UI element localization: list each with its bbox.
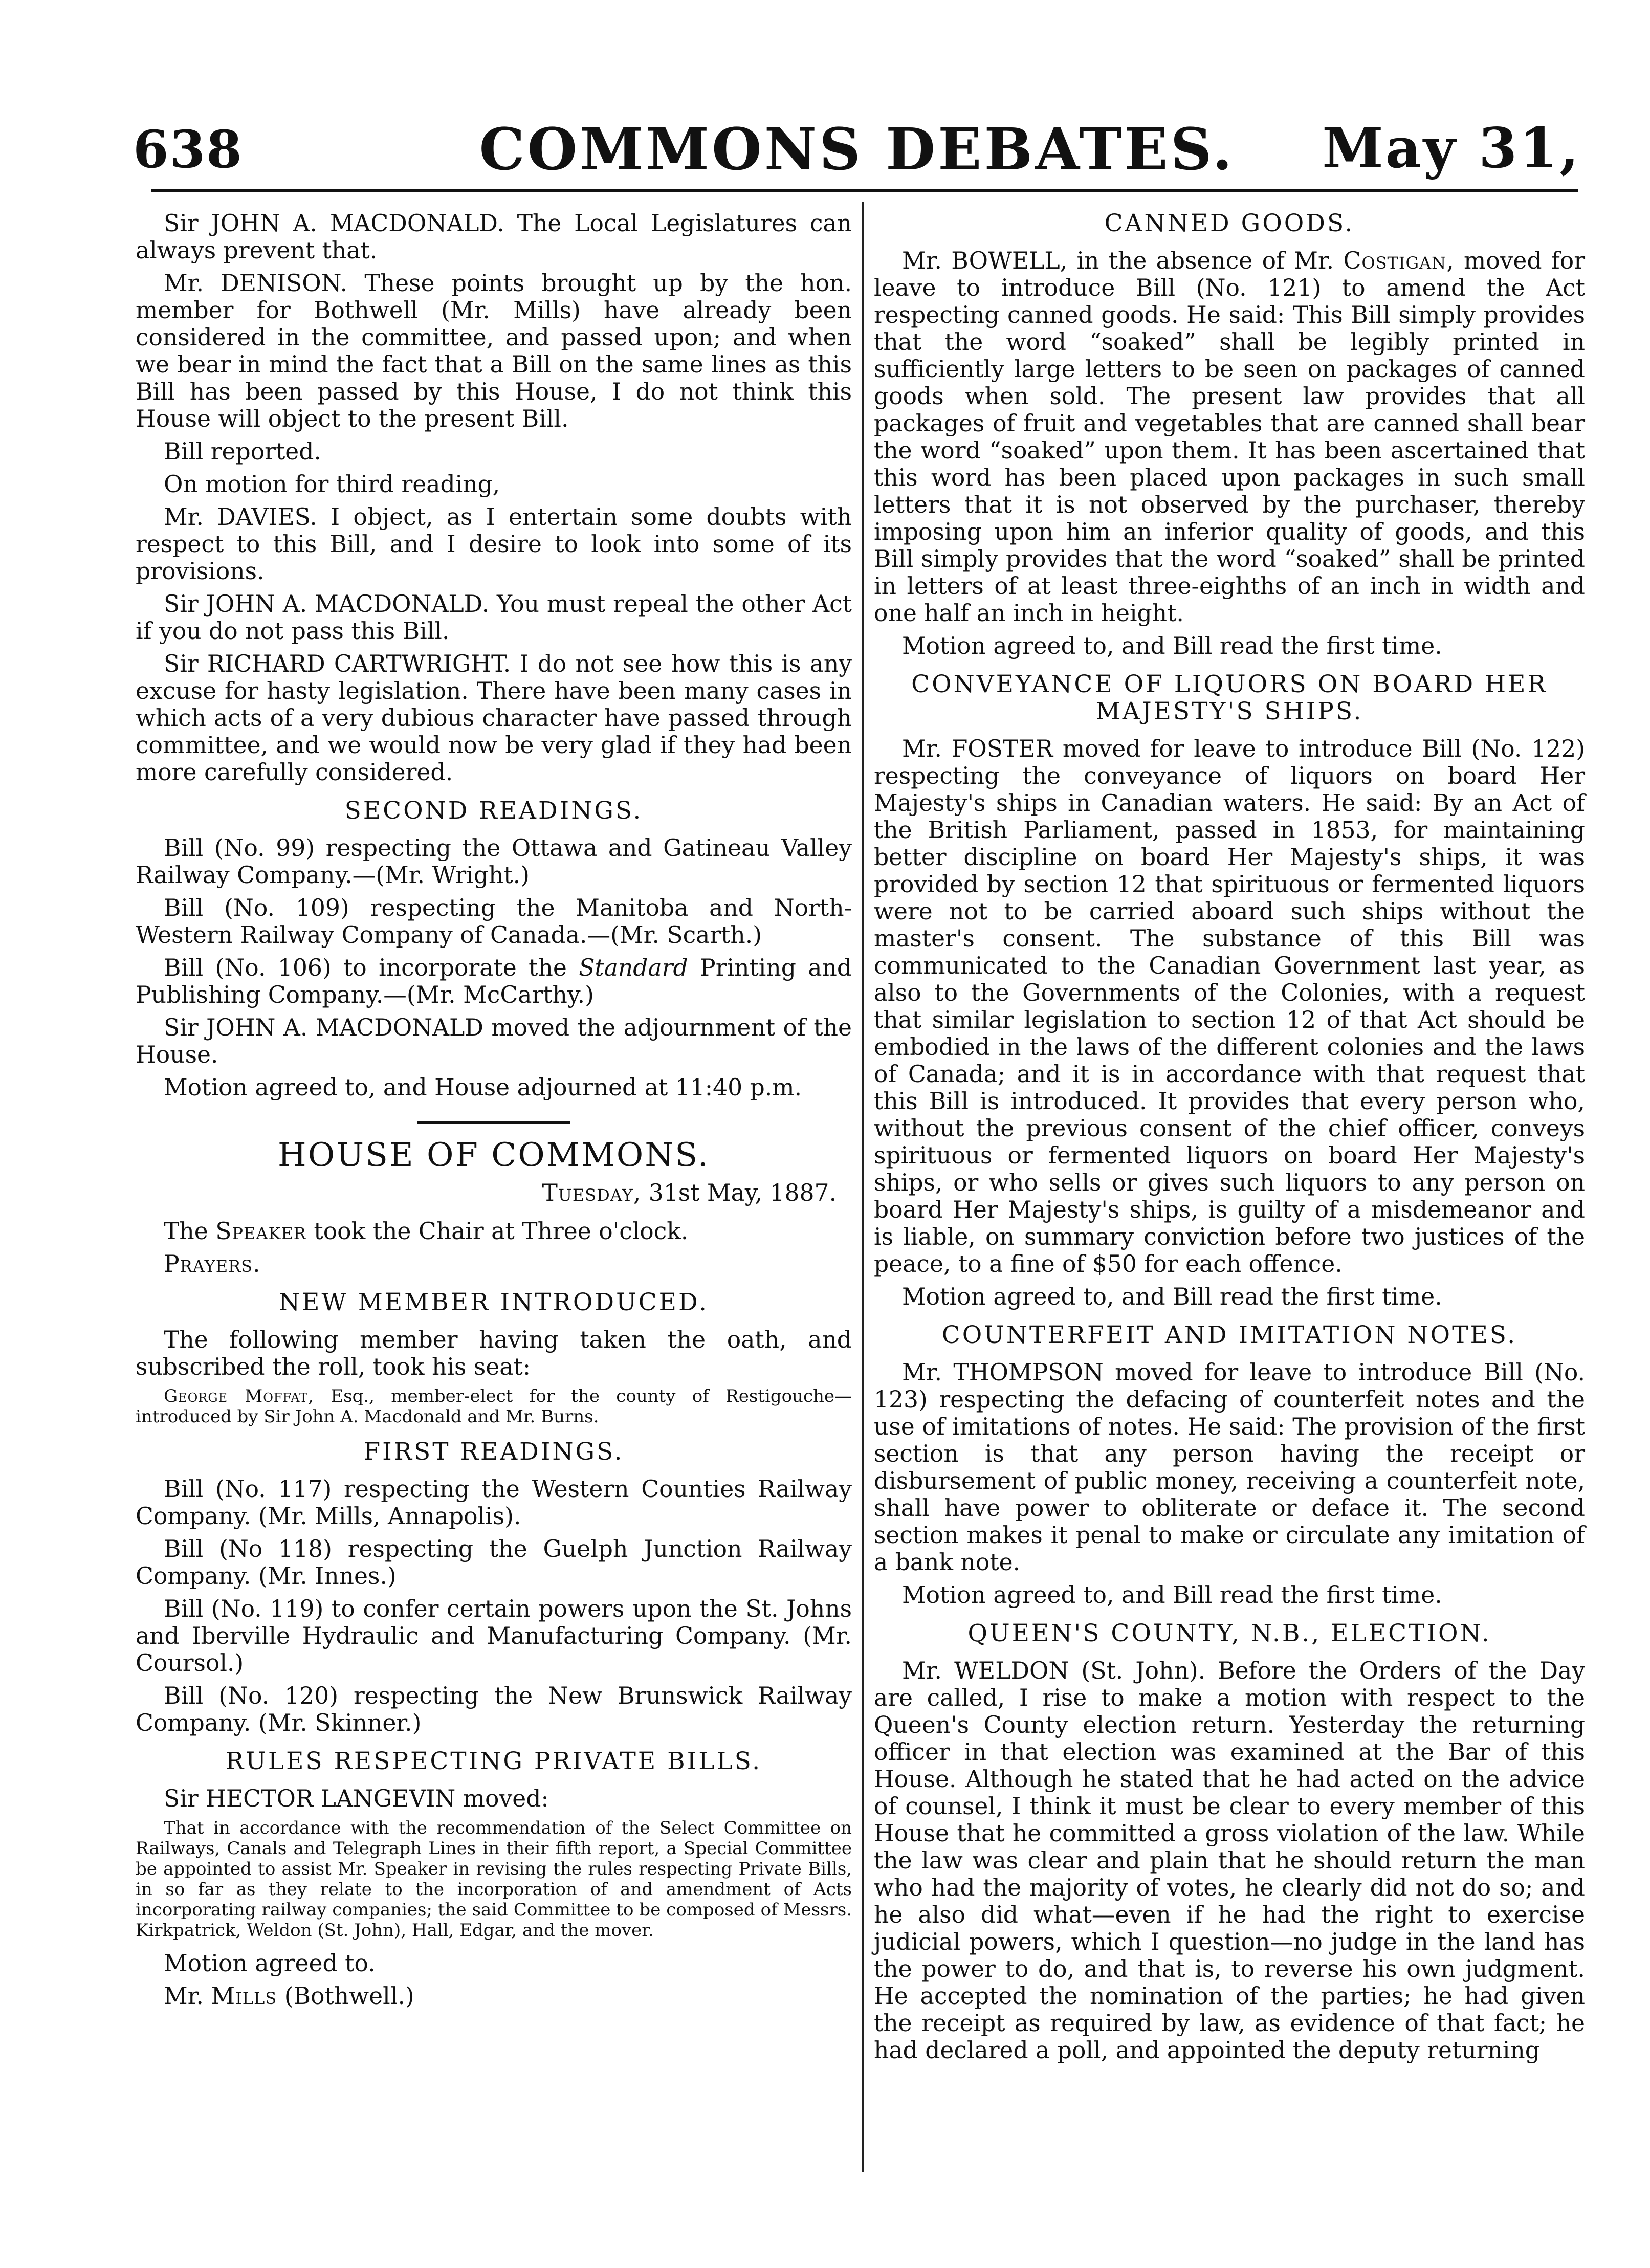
speaker-name: Sir RICHARD CARTWRIGHT. — [164, 650, 511, 677]
sitting-date-text: 31st May, 1887. — [648, 1179, 837, 1206]
speech-text: I do not see how this is any excuse for hasty legislation. There have been many cases in which acts of a very dubious character have passed through committee, and we would now be very glad if they had been more carefully considered. — [136, 650, 852, 786]
paragraph: Motion agreed to, and Bill read the first time. — [902, 1581, 1442, 1609]
section-heading-first-readings: FIRST READINGS. — [363, 1438, 624, 1466]
text: took the Chair at Three o'clock. — [314, 1218, 689, 1245]
speaker-title: Speaker — [215, 1218, 306, 1245]
bill-entry: Bill (No. 99) respecting the Ottawa and Gatineau Valley Railway Company.—(Mr. Wright.) — [136, 834, 852, 889]
bill-entry: Bill (No 118) respecting the Guelph Junction Railway Company. (Mr. Innes.) — [136, 1535, 852, 1590]
paragraph — [136, 210, 852, 264]
text: (Bothwell.) — [284, 1983, 414, 2010]
speaker-name: Sir JOHN A. MACDONALD. — [164, 210, 504, 237]
prayers-text: Prayers. — [164, 1250, 261, 1278]
speech-text: I object, as I entertain some doubts with respect to this Bill, and I desire to look into some of its provisions. — [136, 503, 852, 585]
speech-text: These points brought up by the hon. member for Bothwell (Mr. Mills) have already been considered in the committee, and passed upon; and when we bear in mind the fact that a Bill on the same lines as this Bill has been passed by this House, I do not think this House will object to the present Bill. — [136, 270, 852, 432]
speaker-name: Sir JOHN A. MACDONALD — [164, 1014, 483, 1041]
section-rule — [417, 1121, 570, 1124]
prayers — [136, 1250, 852, 1278]
paragraph: Mr. THOMPSON moved for leave to introduce Bill (No. 123) respecting the defacing of counterfeit notes and the use of imitations of notes. He said: The provision of the first section is that any person having the receipt or disbursement of public money, receiving a counterfeit note, shall have power to obliterate or deface it. The second section makes it penal to make or circulate any imitation of a bank note. — [874, 1359, 1585, 1576]
running-head — [133, 110, 1581, 183]
paragraph — [136, 1014, 852, 1068]
text: The — [164, 1218, 208, 1245]
paragraph: Bill reported. — [164, 438, 321, 465]
paragraph: Mr. WELDON (St. John). Before the Orders of the Day are called, I rise to make a motion with respect to the Queen's County election return. Yesterday the returning officer in that election was examined at the Bar of this House. Although he stated that he had acted on the advice of counsel, I think it must be clear to every member of this House that he committed a gross violation of the law. While the law was clear and plain that he should return the man who had the majority of votes, he clearly did not do so; and he also did what—even if he had the right to exercise judicial powers, which I question—no judge in the land has the power to do, and that is, to reverse his own judgment. He accepted the nomination of the parties; he had given the receipt as required by law, as evidence of that fact; he had declared a poll, and appointed the deputy returning — [874, 1657, 1585, 2064]
bill-entry — [136, 954, 852, 1008]
right-column — [874, 210, 1585, 2069]
paragraph: Motion agreed to, and House adjourned at 11:40 p.m. — [164, 1074, 802, 1101]
paragraph — [874, 247, 1585, 627]
bill-entry: Bill (No. 117) respecting the Western Counties Railway Company. (Mr. Mills, Annapolis). — [136, 1476, 852, 1530]
bill-text: Printing and Publishing Company.—(Mr. McCarthy.) — [136, 954, 852, 1008]
new-member-note — [136, 1386, 852, 1427]
italic-title: Standard — [579, 954, 688, 981]
speech-text: You must repeal the other Act if you do not pass this Bill. — [136, 590, 852, 645]
speaker-name: Mr. DENISON. — [164, 270, 348, 297]
paragraph — [136, 1218, 852, 1245]
bill-entry: Bill (No. 120) respecting the New Brunswick Railway Company. (Mr. Skinner.) — [136, 1682, 852, 1736]
speaker-name: Sir JOHN A. MACDONALD. — [164, 590, 490, 618]
paragraph: Motion agreed to, and Bill read the first time. — [902, 632, 1442, 659]
speaker-name: Mr. DAVIES. — [164, 503, 317, 531]
sitting-day: Tuesday, — [542, 1179, 642, 1206]
section-heading-rules: RULES RESPECTING PRIVATE BILLS. — [225, 1747, 762, 1775]
heading-line: MAJESTY'S SHIPS. — [1095, 697, 1363, 725]
column-divider — [862, 202, 864, 2172]
bill-entry: Bill (No. 109) respecting the Manitoba and North-Western Railway Company of Canada.—(Mr. Scarth.) — [136, 894, 852, 949]
paragraph: Motion agreed to. — [164, 1950, 376, 1977]
section-heading-counterfeit: COUNTERFEIT AND IMITATION NOTES. — [941, 1321, 1517, 1349]
section-heading-liquors — [874, 671, 1585, 725]
section-heading-new-member: NEW MEMBER INTRODUCED. — [279, 1288, 709, 1316]
page-date: May 31, — [1322, 116, 1581, 181]
paragraph: Mr. FOSTER moved for leave to introduce Bill (No. 122) respecting the conveyance of liquors on board Her Majesty's ships in Canadian waters. He said: By an Act of the British Parliament, passed in 1853, for maintaining better discipline on board Her Majesty's ships, it was provided by section 12 that spirituous or fermented liquors were not to be carried aboard such ships without the master's consent. The substance of this Bill was communicated to the Canadian Government last year, as also to the Governments of the Colonies, with a request that similar legislation to section 12 of that Act should be embodied in the laws of the different colonies and the laws of Canada; and it is in accordance with that request that this Bill is introduced. It provides that every person who, without the previous consent of the chief officer, conveys spirituous or fermented liquors on board Her Majesty's ships, or who sells or gives such liquors to any person on board Her Majesty's ships, is guilty of a misdemeanor and is liable, on summary conviction before two justices of the peace, to a fine of $50 for each offence. — [874, 735, 1585, 1278]
paragraph — [136, 650, 852, 786]
speech-text: moved the adjournment of the House. — [136, 1014, 852, 1068]
paragraph — [136, 503, 852, 585]
paragraph: On motion for third reading, — [164, 471, 500, 498]
header-rule — [151, 189, 1578, 192]
section-heading-second-readings: SECOND READINGS. — [344, 797, 643, 825]
paragraph — [136, 270, 852, 432]
section-heading-election: QUEEN'S COUNTY, N.B., ELECTION. — [967, 1619, 1491, 1647]
text: Mr. — [164, 1983, 204, 2010]
journal-title: COMMONS DEBATES. — [479, 116, 1235, 183]
speaker-name: Mills — [211, 1983, 277, 2010]
member-name: Costigan, — [1343, 247, 1455, 274]
member-name: George Moffat, — [164, 1386, 314, 1406]
text: Mr. BOWELL, in the absence of Mr. — [902, 247, 1334, 274]
text: moved for leave to introduce Bill (No. 121) to amend the Act respecting canned goods. He said: This Bill simply provides that the word “soaked” shall be legibly printed in sufficiently large letters to be seen on packages of canned goods when sold. The present law provides that all packages of fruit and vegetables that are canned shall bear the word “soaked” upon them. It has been ascertained that this word has been placed upon packages in such small letters that it is not observed by the purchaser, thereby imposing upon him an inferior quality of goods, and this Bill simply provides that the word “soaked” shall be printed in letters of at least three-eighths of an inch in width and one half an inch in height. — [874, 247, 1585, 627]
paragraph: Sir HECTOR LANGEVIN moved: — [164, 1785, 549, 1812]
bill-entry: Bill (No. 119) to confer certain powers upon the St. Johns and Iberville Hydraulic and Manufacturing Company. (Mr. Coursol.) — [136, 1595, 852, 1677]
speech-text: The Local Legislatures can always prevent that. — [136, 210, 852, 264]
paragraph: The following member having taken the oath, and subscribed the roll, took his seat: — [136, 1326, 852, 1380]
paragraph — [136, 1983, 852, 2010]
paragraph — [136, 590, 852, 645]
paragraph: Motion agreed to, and Bill read the first time. — [902, 1283, 1442, 1310]
house-heading: HOUSE OF COMMONS. — [277, 1136, 710, 1174]
motion-text: That in accordance with the recommendation of the Select Committee on Railways, Canals and Telegraph Lines in their fifth report, a Special Committee be appointed to assist Mr. Speaker in revising the rules respecting Private Bills, in so far as they relate to the incorporation of and amendment of Acts incorporating railway companies; the said Committee to be composed of Messrs. Kirkpatrick, Weldon (St. John), Hall, Edgar, and the mover. — [136, 1818, 852, 1941]
sitting-date — [136, 1179, 837, 1206]
page-number: 638 — [133, 119, 243, 180]
heading-line: CONVEYANCE OF LIQUORS ON BOARD HER — [911, 670, 1548, 698]
left-column — [136, 210, 852, 2015]
member-detail: Esq., member-elect for the county of Restigouche—introduced by Sir John A. Macdonald and Mr. Burns. — [136, 1386, 852, 1427]
bill-text: Bill (No. 106) to incorporate the — [164, 954, 567, 981]
section-heading-canned-goods: CANNED GOODS. — [1104, 209, 1355, 237]
